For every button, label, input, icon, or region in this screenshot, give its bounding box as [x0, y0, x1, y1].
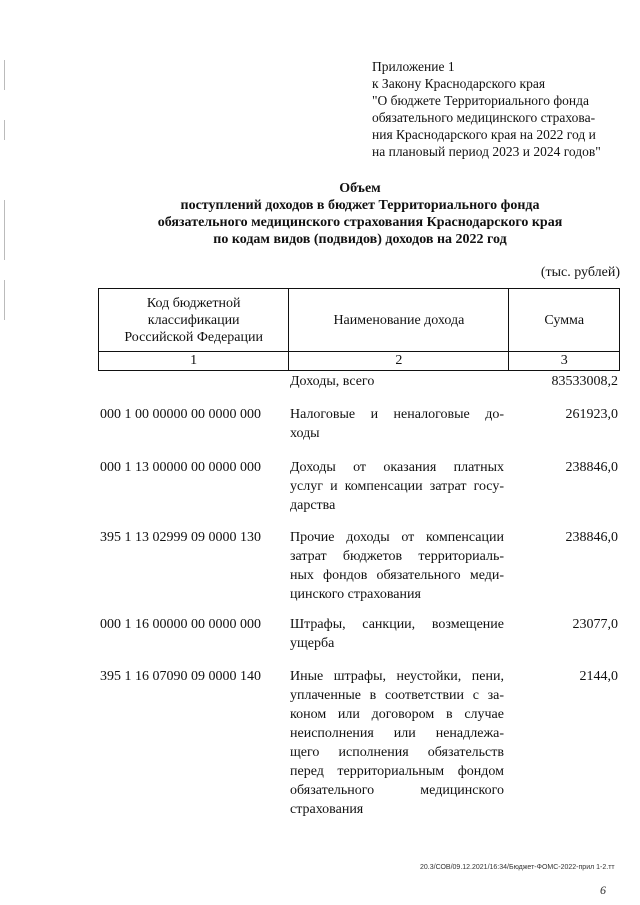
row-sum: 261923,0 — [565, 407, 618, 422]
appendix-line: на плановый период 2023 и 2024 годов" — [372, 144, 601, 159]
page-number: 6 — [600, 883, 606, 897]
appendix-line: обязательного медицинского страхова- — [372, 110, 596, 125]
row-code: 000 1 16 00000 00 0000 000 — [100, 617, 261, 632]
col-number: 3 — [509, 352, 620, 371]
row-name: Налоговые и неналоговые до- ходы — [290, 407, 504, 441]
title-line: Объем — [339, 181, 381, 196]
document-title — [100, 180, 620, 248]
appendix-line: к Закону Краснодарского края — [372, 76, 546, 91]
row-sum: 2144,0 — [579, 669, 618, 684]
row-code: 395 1 16 07090 09 0000 140 — [100, 669, 261, 684]
appendix-line: Приложение 1 — [372, 59, 455, 74]
row-name: Прочие доходы от компенсации затрат бюджетов территориаль- ных фондов обязательного меди- цинского страхования — [290, 530, 504, 602]
header-name: Наименование дохода — [289, 289, 509, 352]
row-sum: 23077,0 — [572, 617, 618, 632]
row-sum: 83533008,2 — [551, 374, 618, 389]
title-line: поступлений доходов в бюджет Территориального фонда — [180, 198, 540, 213]
row-sum: 238846,0 — [565, 530, 618, 545]
footer-reference: 20.3/СОВ/09.12.2021/16:34/Бюджет-ФОМС-2022-прил 1-2.тт — [420, 864, 615, 871]
col-number: 1 — [99, 352, 289, 371]
row-code: 395 1 13 02999 09 0000 130 — [100, 530, 261, 545]
appendix-line: ния Краснодарского края на 2022 год и — [372, 127, 596, 142]
scan-edge-marks — [2, 60, 12, 320]
header-sum: Сумма — [509, 289, 620, 352]
header-code: Код бюджетной классификации Российской Федерации — [99, 289, 289, 352]
title-line: по кодам видов (подвидов) доходов на 2022 год — [213, 232, 507, 247]
row-sum: 238846,0 — [565, 460, 618, 475]
row-code: 000 1 00 00000 00 0000 000 — [100, 407, 261, 422]
table-header — [98, 288, 620, 371]
row-name: Доходы, всего — [290, 374, 375, 389]
units-label: (тыс. рублей) — [540, 265, 620, 280]
row-name: Штрафы, санкции, возмещение ущерба — [290, 617, 504, 651]
col-number: 2 — [289, 352, 509, 371]
row-code: 000 1 13 00000 00 0000 000 — [100, 460, 261, 475]
appendix-line: "О бюджете Территориального фонда — [372, 93, 589, 108]
row-name: Доходы от оказания платных услуг и компенсации затрат госу- дарства — [290, 460, 504, 513]
row-name: Иные штрафы, неустойки, пени, уплаченные в соответствии с за- коном или договором в случае неисполнения или ненадлежа- щего исполнения обязательств перед территориальным фондом обязательного медицинского страхования — [290, 669, 504, 817]
title-line: обязательного медицинского страхования Краснодарского края — [157, 215, 563, 230]
appendix-note — [372, 58, 628, 160]
